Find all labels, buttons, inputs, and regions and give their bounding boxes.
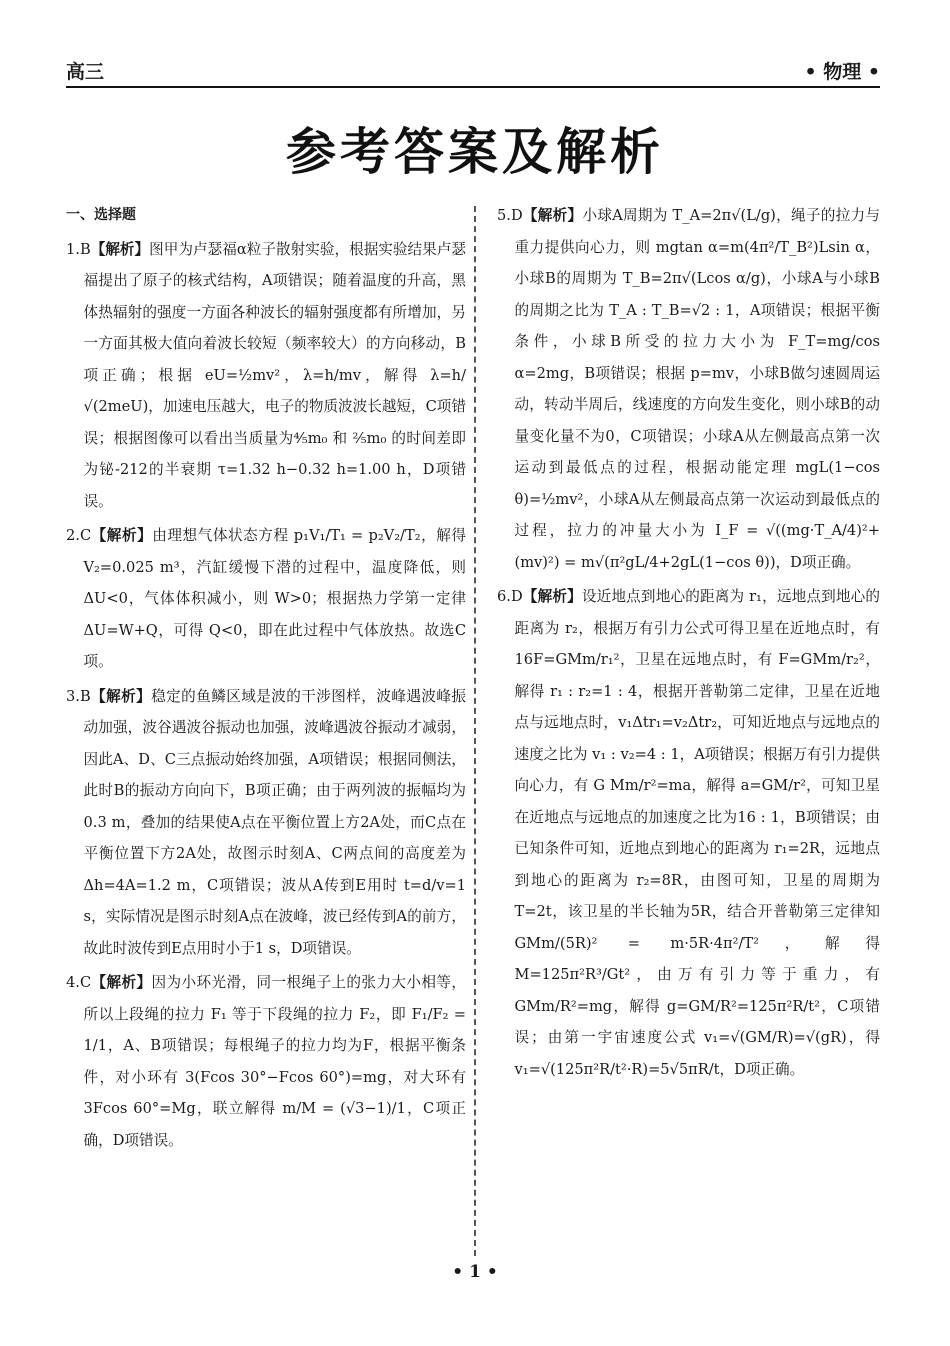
right-column: [497, 200, 880, 1266]
page-title: 参考答案及解析: [286, 123, 664, 181]
page-header: [66, 58, 880, 88]
answer-item-4: [66, 967, 466, 1156]
answer-choice: C: [79, 527, 92, 544]
answer-item-6: [497, 581, 880, 1085]
analysis-tag: 【解析】: [91, 527, 153, 544]
answer-text: 图甲为卢瑟福α粒子散射实验，根据实验结果卢瑟福提出了原子的核式结构，A项错误；随着温度的升高，黑体热辐射的强度一方面各种波长的辐射强度都有所增加，另一方面其极大值向着波长较短（频率较大）的方向移动，B项正确；根据 eU=½mv²，λ=h/mv，解得 λ=h/√(2meU)，加速电压越大，电子的物质波波长越短，C项错误；根据图像可以看出当质量为⁴⁄₅m₀ 和 ²⁄₅m₀ 的时间差即为铋-212的半衰期 τ=1.32 h−0.32 h=1.00 h，D项错误。: [83, 240, 466, 510]
analysis-tag: 【解析】: [90, 687, 152, 705]
analysis-tag: 【解析】: [91, 974, 152, 991]
analysis-tag: 【解析】: [90, 240, 150, 258]
answer-choice: D: [510, 207, 523, 224]
answer-item-3: [66, 681, 466, 965]
left-column: [66, 200, 466, 1266]
answer-number: 3.: [66, 687, 80, 705]
answer-text: 因为小环光滑，同一根绳子上的张力大小相等，所以上段绳的拉力 F₁ 等于下段绳的拉力 F₂，即 F₁/F₂ = 1/1，A、B项错误；每根绳子的拉力均为F，根据平衡条件，对小环有 3(Fcos 30°−Fcos 60°)=mg，对大环有 3Fcos 60°=Mg，联立解得 m/M = (√3−1)/1，C项正确，D项错误。: [83, 974, 466, 1149]
answer-number: 1.: [66, 240, 80, 258]
section-heading: 一、选择题: [66, 207, 136, 223]
answer-item-2: [66, 520, 466, 678]
answer-choice: B: [79, 687, 91, 705]
answer-text: 设近地点到地心的距离为 r₁，远地点到地心的距离为 r₂，根据万有引力公式可得卫星在近地点时，有 16F=GMm/r₁²，卫星在远地点时，有 F=GMm/r₂²，解得 r₁ : r₂=1 : 4，根据开普勒第二定律，卫星在近地点与远地点时，v₁Δtr₁=v₂Δtr₂，可知近地点与远地点的速度之比为 v₁ : v₂=4 : 1，A项错误；根据万有引力提供向心力，有 G Mm/r²=ma，解得 a=GM/r²，可知卫星在近地点与远地点的加速度之比为16 : 1，B项错误；由已知条件可知，近地点到地心的距离为 r₁=2R，远地点到地心的距离为 r₂=8R，由图可知，卫星的周期为 T=2t，该卫星的半长轴为5R，结合开普勒第三定律知 GMm/(5R)² = m·5R·4π²/T²，解得 M=125π²R³/Gt²，由万有引力等于重力，有 GMm/R²=mg，解得 g=GM/R²=125π²R/t²，C项错误；由第一宇宙速度公式 v₁=√(GM/R)=√(gR)，得 v₁=√(125π²R/t²·R)=5√5πR/t，D项正确。: [514, 588, 880, 1078]
answer-number: 5.: [497, 207, 511, 224]
analysis-tag: 【解析】: [522, 207, 583, 224]
header-grade: 高三: [66, 61, 105, 83]
answer-text: 稳定的鱼鳞区域是波的干涉图样，波峰遇波峰振动加强，波谷遇波谷振动也加强，波峰遇波谷振动才减弱，因此A、D、C三点振动始终加强，A项错误；根据同侧法，此时B的振动方向向下，B项正确；由于两列波的振幅均为0.3 m，叠加的结果使A点在平衡位置上方2A处，而C点在平衡位置下方2A处，故图示时刻A、C两点间的高度差为 Δh=4A=1.2 m，C项错误；波从A传到E用时 t=d/v=1 s，实际情况是图示时刻A点在波峰，波已经传到A的前方，故此时波传到E点用时小于1 s，D项错误。: [83, 687, 466, 957]
answer-choice: B: [79, 240, 91, 258]
answer-item-1: [66, 234, 466, 518]
answer-choice: D: [510, 588, 523, 605]
answer-choice: C: [79, 974, 92, 991]
column-divider: [474, 206, 476, 1256]
answer-number: 6.: [497, 588, 511, 605]
answer-text: 小球A周期为 T_A=2π√(L/g)，绳子的拉力与重力提供向心力，则 mgtan α=m(4π²/T_B²)Lsin α，小球B的周期为 T_B=2π√(Lcos α/g)，小球A与小球B的周期之比为 T_A : T_B=√2 : 1，A项错误；根据平衡条件，小球B所受的拉力大小为 F_T=mg/cos α=2mg，B项错误；根据 p=mv，小球B做匀速圆周运动，转动半周后，线速度的方向发生变化，则小球B的动量变化量不为0，C项错误；小球A从左侧最高点第一次运动到最低点的过程，根据动能定理 mgL(1−cos θ)=½mv²，小球A从左侧最高点第一次运动到最低点的过程，拉力的冲量大小为 I_F = √((mg·T_A/4)²+(mv)²) = m√(π²gL/4+2gL(1−cos θ))，D项正确。: [514, 207, 880, 571]
page-number: • 1 •: [452, 1262, 498, 1282]
answer-item-5: [497, 200, 880, 578]
header-subject: • 物理 •: [804, 61, 880, 83]
answer-number: 2.: [66, 527, 80, 544]
analysis-tag: 【解析】: [522, 588, 582, 605]
answer-number: 4.: [66, 974, 80, 991]
answer-text: 由理想气体状态方程 p₁V₁/T₁ = p₂V₂/T₂，解得 V₂=0.025 m³，汽缸缓慢下潜的过程中，温度降低，则 ΔU<0，气体体积减小，则 W>0；根据热力学第一定律 ΔU=W+Q，可得 Q<0，即在此过程中气体放热。故选C项。: [83, 527, 466, 670]
